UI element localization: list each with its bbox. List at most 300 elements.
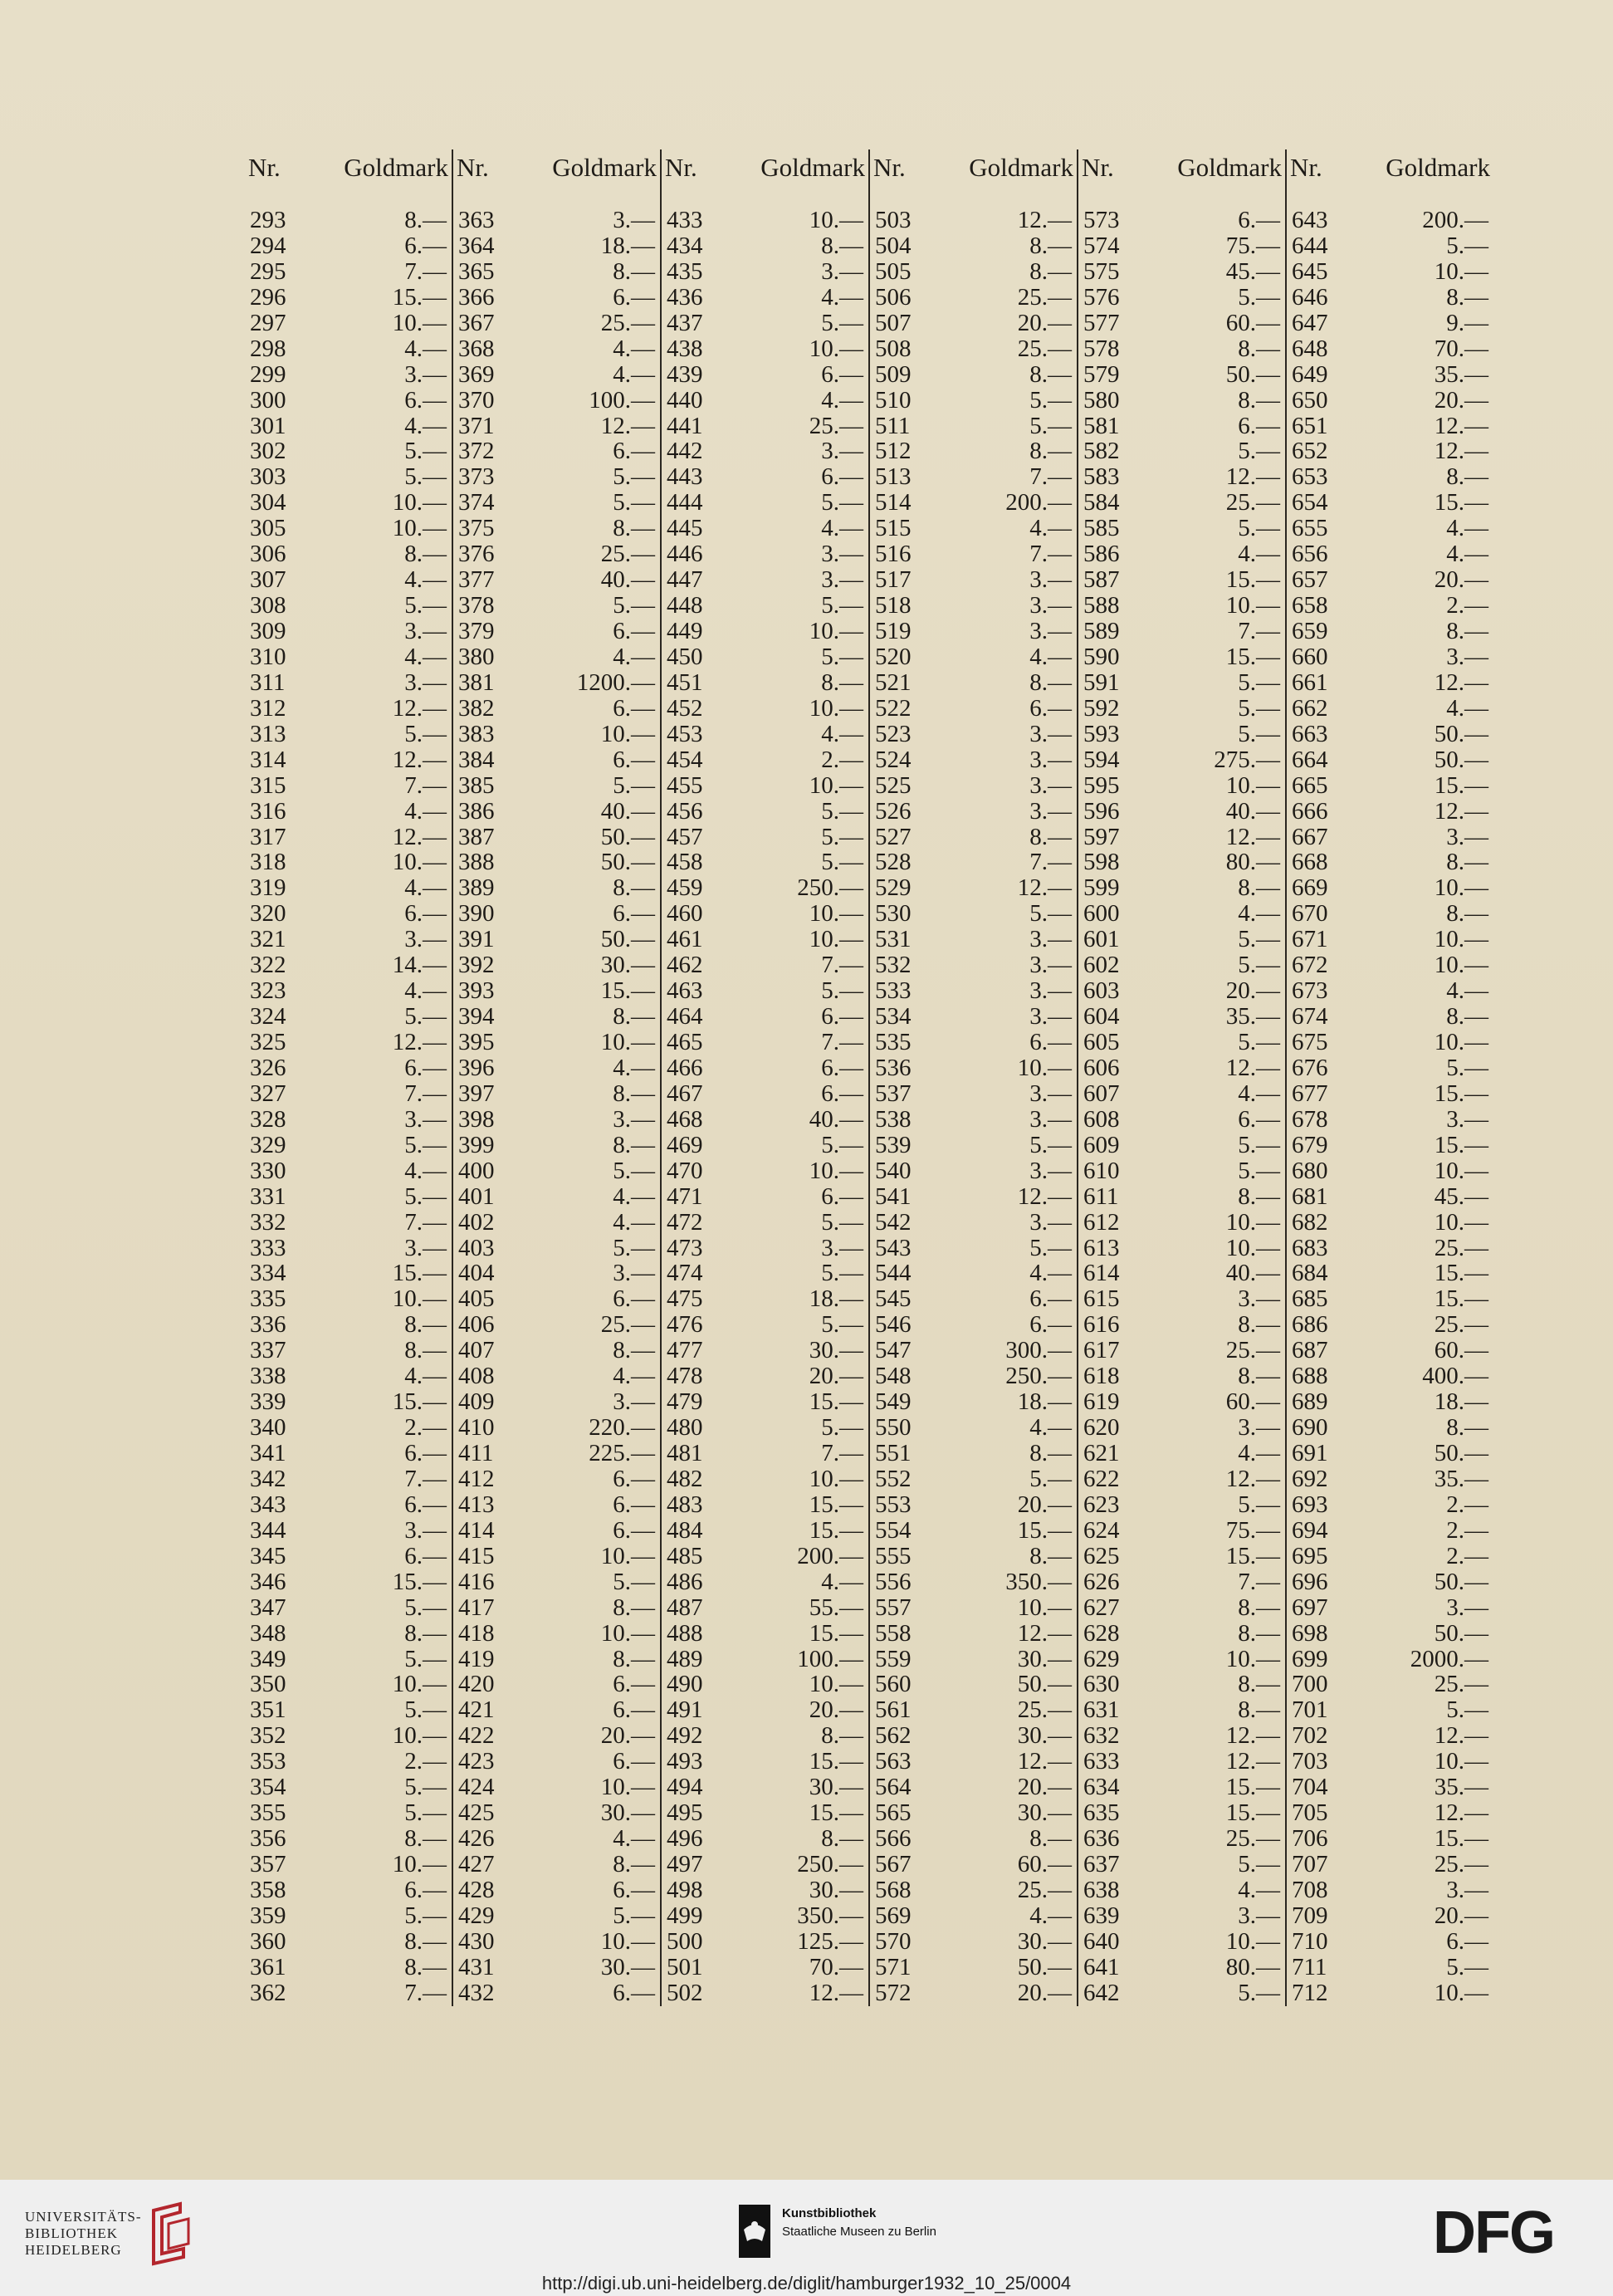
item-number: 580 — [1083, 386, 1120, 414]
table-row — [870, 825, 1077, 850]
table-row — [245, 1672, 452, 1697]
item-number: 681 — [1292, 1182, 1328, 1210]
item-number: 594 — [1083, 746, 1120, 773]
table-row — [1287, 825, 1493, 850]
goldmark-price: 12.— — [1434, 438, 1488, 465]
table-row — [662, 1030, 868, 1055]
kunstbibliothek-logo[interactable] — [739, 2205, 936, 2258]
item-number: 526 — [875, 797, 912, 825]
goldmark-price: 3.— — [1029, 1157, 1072, 1184]
table-row — [870, 1492, 1077, 1518]
table-row — [453, 825, 660, 850]
goldmark-price: 4.— — [613, 1208, 655, 1236]
item-number: 479 — [667, 1388, 703, 1416]
goldmark-price: 3.— — [821, 1234, 863, 1261]
item-number: 622 — [1083, 1465, 1120, 1492]
goldmark-price: 8.— — [1238, 1182, 1280, 1210]
table-row — [662, 696, 868, 722]
table-row — [662, 1055, 868, 1081]
goldmark-price: 4.— — [404, 1363, 447, 1390]
goldmark-price: 5.— — [1238, 283, 1280, 311]
item-number: 561 — [875, 1696, 912, 1724]
table-row — [1078, 773, 1285, 799]
table-row — [1287, 1955, 1493, 1980]
item-number: 455 — [667, 771, 703, 799]
goldmark-price: 3.— — [404, 1234, 447, 1261]
table-row — [662, 952, 868, 978]
table-row — [1287, 799, 1493, 825]
table-row — [245, 747, 452, 773]
item-number: 505 — [875, 257, 912, 285]
table-row — [1287, 901, 1493, 927]
goldmark-price: 10.— — [1434, 257, 1488, 285]
table-row — [453, 541, 660, 567]
goldmark-price: 12.— — [1017, 1182, 1072, 1210]
table-row — [245, 438, 452, 464]
table-row — [245, 1158, 452, 1184]
item-number: 661 — [1292, 668, 1328, 696]
goldmark-price: 3.— — [613, 207, 655, 233]
table-row — [1078, 927, 1285, 952]
goldmark-price: 30.— — [1017, 1799, 1072, 1827]
goldmark-price: 3.— — [1029, 797, 1072, 825]
table-row — [1078, 1004, 1285, 1030]
goldmark-price: 20.— — [1225, 977, 1280, 1005]
item-number: 631 — [1083, 1696, 1120, 1724]
goldmark-price: 15.— — [1434, 1131, 1488, 1158]
goldmark-price: 4.— — [1238, 1440, 1280, 1466]
goldmark-price: 4.— — [1238, 1079, 1280, 1107]
item-number: 549 — [875, 1388, 912, 1416]
table-row — [662, 1492, 868, 1518]
item-number: 381 — [458, 668, 495, 696]
item-number: 361 — [250, 1953, 286, 1980]
table-row — [870, 619, 1077, 644]
item-number: 293 — [250, 207, 286, 233]
dfg-logo[interactable] — [1433, 2206, 1591, 2258]
goldmark-price: 8.— — [1029, 257, 1072, 285]
item-number: 461 — [667, 926, 703, 953]
goldmark-price: 6.— — [404, 1054, 447, 1081]
item-number: 653 — [1292, 463, 1328, 491]
table-row — [662, 1544, 868, 1569]
item-number: 670 — [1292, 900, 1328, 928]
item-number: 578 — [1083, 335, 1120, 362]
table-row — [870, 875, 1077, 901]
table-row — [1078, 1261, 1285, 1286]
goldmark-price: 10.— — [1434, 874, 1488, 902]
table-row — [870, 1415, 1077, 1441]
item-number: 322 — [250, 952, 286, 979]
item-number: 456 — [667, 797, 703, 825]
item-number: 409 — [458, 1388, 495, 1416]
table-row — [870, 644, 1077, 670]
table-row — [870, 1723, 1077, 1749]
table-row — [1078, 747, 1285, 773]
goldmark-price: 25.— — [600, 309, 655, 336]
goldmark-price: 5.— — [1029, 1131, 1072, 1158]
goldmark-price: 6.— — [404, 1542, 447, 1569]
goldmark-price: 5.— — [1238, 1157, 1280, 1184]
item-number: 331 — [250, 1182, 286, 1210]
goldmark-price: 10.— — [392, 1285, 447, 1313]
goldmark-price: 3.— — [1446, 1876, 1488, 1903]
item-number: 495 — [667, 1799, 703, 1827]
table-row — [1078, 233, 1285, 259]
item-number: 623 — [1083, 1491, 1120, 1518]
item-number: 431 — [458, 1953, 495, 1980]
table-row — [453, 619, 660, 644]
goldmark-price: 5.— — [404, 1774, 447, 1801]
table-row — [453, 1363, 660, 1389]
table-row — [245, 1389, 452, 1415]
item-number: 301 — [250, 412, 286, 439]
goldmark-price: 7.— — [821, 952, 863, 979]
table-row — [662, 1672, 868, 1697]
item-number: 528 — [875, 849, 912, 876]
goldmark-price: 8.— — [1238, 1363, 1280, 1390]
goldmark-price: 4.— — [613, 1182, 655, 1210]
goldmark-price: 25.— — [600, 1311, 655, 1339]
item-number: 473 — [667, 1234, 703, 1261]
item-number: 656 — [1292, 541, 1328, 568]
item-number: 645 — [1292, 257, 1328, 285]
item-number: 709 — [1292, 1902, 1328, 1929]
goldmark-price: 5.— — [613, 1902, 655, 1929]
goldmark-price: 10.— — [1017, 1593, 1072, 1621]
goldmark-price: 250.— — [797, 1851, 863, 1877]
item-number: 391 — [458, 926, 495, 953]
table-row — [662, 1697, 868, 1723]
table-row — [662, 1800, 868, 1826]
item-number: 543 — [875, 1234, 912, 1261]
goldmark-price: 50.— — [1434, 720, 1488, 747]
table-row — [870, 849, 1077, 875]
table-row — [870, 541, 1077, 567]
item-number: 583 — [1083, 463, 1120, 491]
goldmark-price: 50.— — [600, 849, 655, 876]
table-row — [245, 1081, 452, 1107]
table-row — [453, 1210, 660, 1236]
goldmark-price: 7.— — [404, 1465, 447, 1492]
goldmark-price: 12.— — [1017, 207, 1072, 233]
table-row — [870, 1363, 1077, 1389]
goldmark-price: 15.— — [392, 1260, 447, 1287]
goldmark-price: 6.— — [1029, 1029, 1072, 1055]
item-number: 329 — [250, 1131, 286, 1158]
table-row — [1078, 952, 1285, 978]
item-number: 321 — [250, 926, 286, 953]
item-number: 586 — [1083, 541, 1120, 568]
table-row — [453, 567, 660, 593]
goldmark-price: 10.— — [600, 1927, 655, 1955]
goldmark-price: 5.— — [1446, 1696, 1488, 1724]
goldmark-price: 6.— — [613, 746, 655, 773]
item-number: 699 — [1292, 1645, 1328, 1672]
table-row — [245, 1363, 452, 1389]
goldmark-price: 5.— — [1238, 720, 1280, 747]
item-number: 297 — [250, 309, 286, 336]
item-number: 457 — [667, 823, 703, 850]
table-row — [1287, 438, 1493, 464]
item-number: 555 — [875, 1542, 912, 1569]
table-row — [662, 670, 868, 696]
item-number: 592 — [1083, 694, 1120, 722]
item-number: 501 — [667, 1953, 703, 1980]
table-row — [1287, 1775, 1493, 1800]
item-number: 487 — [667, 1593, 703, 1621]
goldmark-price: 10.— — [600, 1029, 655, 1055]
table-row — [1078, 1903, 1285, 1929]
goldmark-price: 15.— — [1225, 566, 1280, 594]
goldmark-price: 7.— — [404, 1979, 447, 2006]
item-number: 460 — [667, 900, 703, 928]
goldmark-price: 35.— — [1434, 1774, 1488, 1801]
goldmark-price: 10.— — [809, 771, 863, 799]
table-row — [1287, 1980, 1493, 2006]
item-number: 295 — [250, 257, 286, 285]
table-row — [1287, 1647, 1493, 1672]
goldmark-price: 15.— — [1225, 1774, 1280, 1801]
item-number: 696 — [1292, 1568, 1328, 1595]
goldmark-price: 7.— — [1029, 849, 1072, 876]
item-number: 548 — [875, 1363, 912, 1390]
goldmark-price: 8.— — [404, 1927, 447, 1955]
goldmark-price: 20.— — [600, 1722, 655, 1750]
item-number: 416 — [458, 1568, 495, 1595]
item-number: 315 — [250, 771, 286, 799]
item-number: 554 — [875, 1516, 912, 1544]
goldmark-price: 10.— — [809, 694, 863, 722]
goldmark-price: 5.— — [613, 771, 655, 799]
table-row — [1287, 1236, 1493, 1261]
item-number: 566 — [875, 1825, 912, 1853]
column-body — [870, 186, 1077, 2006]
item-number: 630 — [1083, 1671, 1120, 1698]
table-row — [662, 233, 868, 259]
table-column — [1077, 149, 1285, 2006]
page-permalink[interactable]: http://digi.ub.uni-heidelberg.de/diglit/hamburger1932_10_25/0004 — [541, 2273, 1072, 2294]
heidelberg-university-library-logo[interactable] — [25, 2201, 193, 2267]
item-number: 374 — [458, 489, 495, 516]
table-row — [1078, 311, 1285, 336]
item-number: 559 — [875, 1645, 912, 1672]
goldmark-price: 8.— — [821, 668, 863, 696]
table-row — [1287, 1749, 1493, 1775]
goldmark-price: 8.— — [1238, 1671, 1280, 1698]
table-row — [1287, 1286, 1493, 1312]
table-row — [870, 1261, 1077, 1286]
table-row — [662, 438, 868, 464]
column-header — [662, 149, 868, 186]
item-number: 511 — [875, 412, 911, 439]
item-number: 672 — [1292, 952, 1328, 979]
table-row — [870, 1236, 1077, 1261]
item-number: 408 — [458, 1363, 495, 1390]
item-number: 648 — [1292, 335, 1328, 362]
item-number: 319 — [250, 874, 286, 902]
table-row — [245, 567, 452, 593]
item-number: 362 — [250, 1979, 286, 2006]
item-number: 509 — [875, 360, 912, 388]
table-row — [870, 722, 1077, 747]
table-row — [1287, 1621, 1493, 1647]
goldmark-price: 200.— — [797, 1542, 863, 1569]
item-number: 342 — [250, 1465, 286, 1492]
item-number: 427 — [458, 1851, 495, 1877]
item-number: 421 — [458, 1696, 495, 1724]
table-row — [662, 825, 868, 850]
table-row — [662, 799, 868, 825]
goldmark-price: 5.— — [1238, 668, 1280, 696]
table-row — [245, 516, 452, 541]
item-number: 530 — [875, 900, 912, 928]
table-row — [1078, 1236, 1285, 1261]
item-number: 326 — [250, 1054, 286, 1081]
table-row — [870, 1929, 1077, 1955]
table-row — [1078, 567, 1285, 593]
table-row — [1287, 1055, 1493, 1081]
item-number: 535 — [875, 1029, 912, 1055]
header-goldmark: Goldmark — [760, 153, 865, 182]
goldmark-price: 20.— — [1434, 386, 1488, 414]
table-row — [662, 311, 868, 336]
goldmark-price: 10.— — [1434, 1157, 1488, 1184]
goldmark-price: 8.— — [821, 232, 863, 259]
item-number: 541 — [875, 1182, 912, 1210]
table-row — [1078, 619, 1285, 644]
table-row — [245, 1903, 452, 1929]
goldmark-price: 3.— — [1029, 618, 1072, 644]
goldmark-price: 5.— — [1238, 926, 1280, 953]
table-column — [868, 149, 1077, 2006]
table-row — [1078, 1749, 1285, 1775]
header-nr: Nr. — [248, 153, 281, 182]
goldmark-price: 40.— — [1225, 797, 1280, 825]
goldmark-price: 5.— — [821, 1311, 863, 1339]
table-row — [870, 1903, 1077, 1929]
goldmark-price: 12.— — [1017, 1619, 1072, 1647]
item-number: 536 — [875, 1054, 912, 1081]
table-row — [245, 1775, 452, 1800]
item-number: 476 — [667, 1311, 703, 1339]
table-row — [245, 1800, 452, 1826]
goldmark-price: 4.— — [1446, 541, 1488, 568]
goldmark-price: 3.— — [404, 360, 447, 388]
item-number: 692 — [1292, 1465, 1328, 1492]
table-row — [453, 1312, 660, 1338]
table-row — [1078, 1363, 1285, 1389]
table-row — [662, 336, 868, 362]
table-row — [1287, 1133, 1493, 1158]
item-number: 514 — [875, 489, 912, 516]
item-number: 434 — [667, 232, 703, 259]
goldmark-price: 5.— — [1238, 438, 1280, 465]
table-row — [870, 1107, 1077, 1133]
item-number: 658 — [1292, 592, 1328, 619]
goldmark-price: 8.— — [404, 1825, 447, 1853]
goldmark-price: 4.— — [1238, 1876, 1280, 1903]
item-number: 496 — [667, 1825, 703, 1853]
table-row — [453, 1749, 660, 1775]
goldmark-price: 5.— — [613, 592, 655, 619]
table-row — [1287, 1595, 1493, 1621]
table-row — [662, 978, 868, 1004]
item-number: 464 — [667, 1003, 703, 1031]
table-row — [662, 747, 868, 773]
goldmark-price: 3.— — [1446, 823, 1488, 850]
goldmark-price: 100.— — [797, 1645, 863, 1672]
goldmark-price: 5.— — [404, 438, 447, 465]
goldmark-price: 4.— — [613, 1054, 655, 1081]
table-row — [1287, 1929, 1493, 1955]
table-row — [453, 1621, 660, 1647]
table-row — [662, 1133, 868, 1158]
goldmark-price: 2.— — [1446, 1516, 1488, 1544]
table-row — [662, 516, 868, 541]
goldmark-price: 6.— — [404, 232, 447, 259]
item-number: 515 — [875, 515, 912, 542]
item-number: 507 — [875, 309, 912, 336]
goldmark-price: 20.— — [809, 1696, 863, 1724]
goldmark-price: 25.— — [1225, 1337, 1280, 1364]
goldmark-price: 10.— — [392, 1722, 447, 1750]
goldmark-price: 20.— — [1434, 566, 1488, 594]
item-number: 482 — [667, 1465, 703, 1492]
table-row — [1287, 1210, 1493, 1236]
table-row — [1078, 1081, 1285, 1107]
goldmark-price: 5.— — [1238, 1131, 1280, 1158]
item-number: 372 — [458, 438, 495, 465]
goldmark-price: 10.— — [809, 1157, 863, 1184]
item-number: 425 — [458, 1799, 495, 1827]
item-number: 394 — [458, 1003, 495, 1031]
table-row — [453, 1955, 660, 1980]
kunstbibliothek-text — [782, 2205, 936, 2241]
table-row — [245, 799, 452, 825]
table-row — [1287, 978, 1493, 1004]
table-row — [662, 1184, 868, 1210]
table-row — [870, 1672, 1077, 1697]
item-number: 523 — [875, 720, 912, 747]
goldmark-price: 5.— — [821, 849, 863, 876]
table-row — [453, 1389, 660, 1415]
item-number: 320 — [250, 900, 286, 928]
item-number: 711 — [1292, 1953, 1327, 1980]
goldmark-price: 250.— — [1005, 1363, 1072, 1390]
goldmark-price: 40.— — [1225, 1260, 1280, 1287]
table-row — [662, 1569, 868, 1595]
goldmark-price: 4.— — [404, 566, 447, 594]
table-row — [453, 1723, 660, 1749]
item-number: 617 — [1083, 1337, 1120, 1364]
goldmark-price: 8.— — [1446, 900, 1488, 928]
price-list-table — [245, 149, 1493, 2006]
item-number: 639 — [1083, 1902, 1120, 1929]
table-row — [1078, 1723, 1285, 1749]
table-row — [662, 1749, 868, 1775]
goldmark-price: 10.— — [600, 1542, 655, 1569]
goldmark-price: 4.— — [821, 386, 863, 414]
item-number: 340 — [250, 1414, 286, 1442]
table-row — [1287, 644, 1493, 670]
goldmark-price: 3.— — [613, 1260, 655, 1287]
university-name-line3: HEIDELBERG — [25, 2242, 122, 2258]
item-number: 629 — [1083, 1645, 1120, 1672]
table-column — [1285, 149, 1493, 2006]
table-row — [245, 1312, 452, 1338]
item-number: 488 — [667, 1619, 703, 1647]
